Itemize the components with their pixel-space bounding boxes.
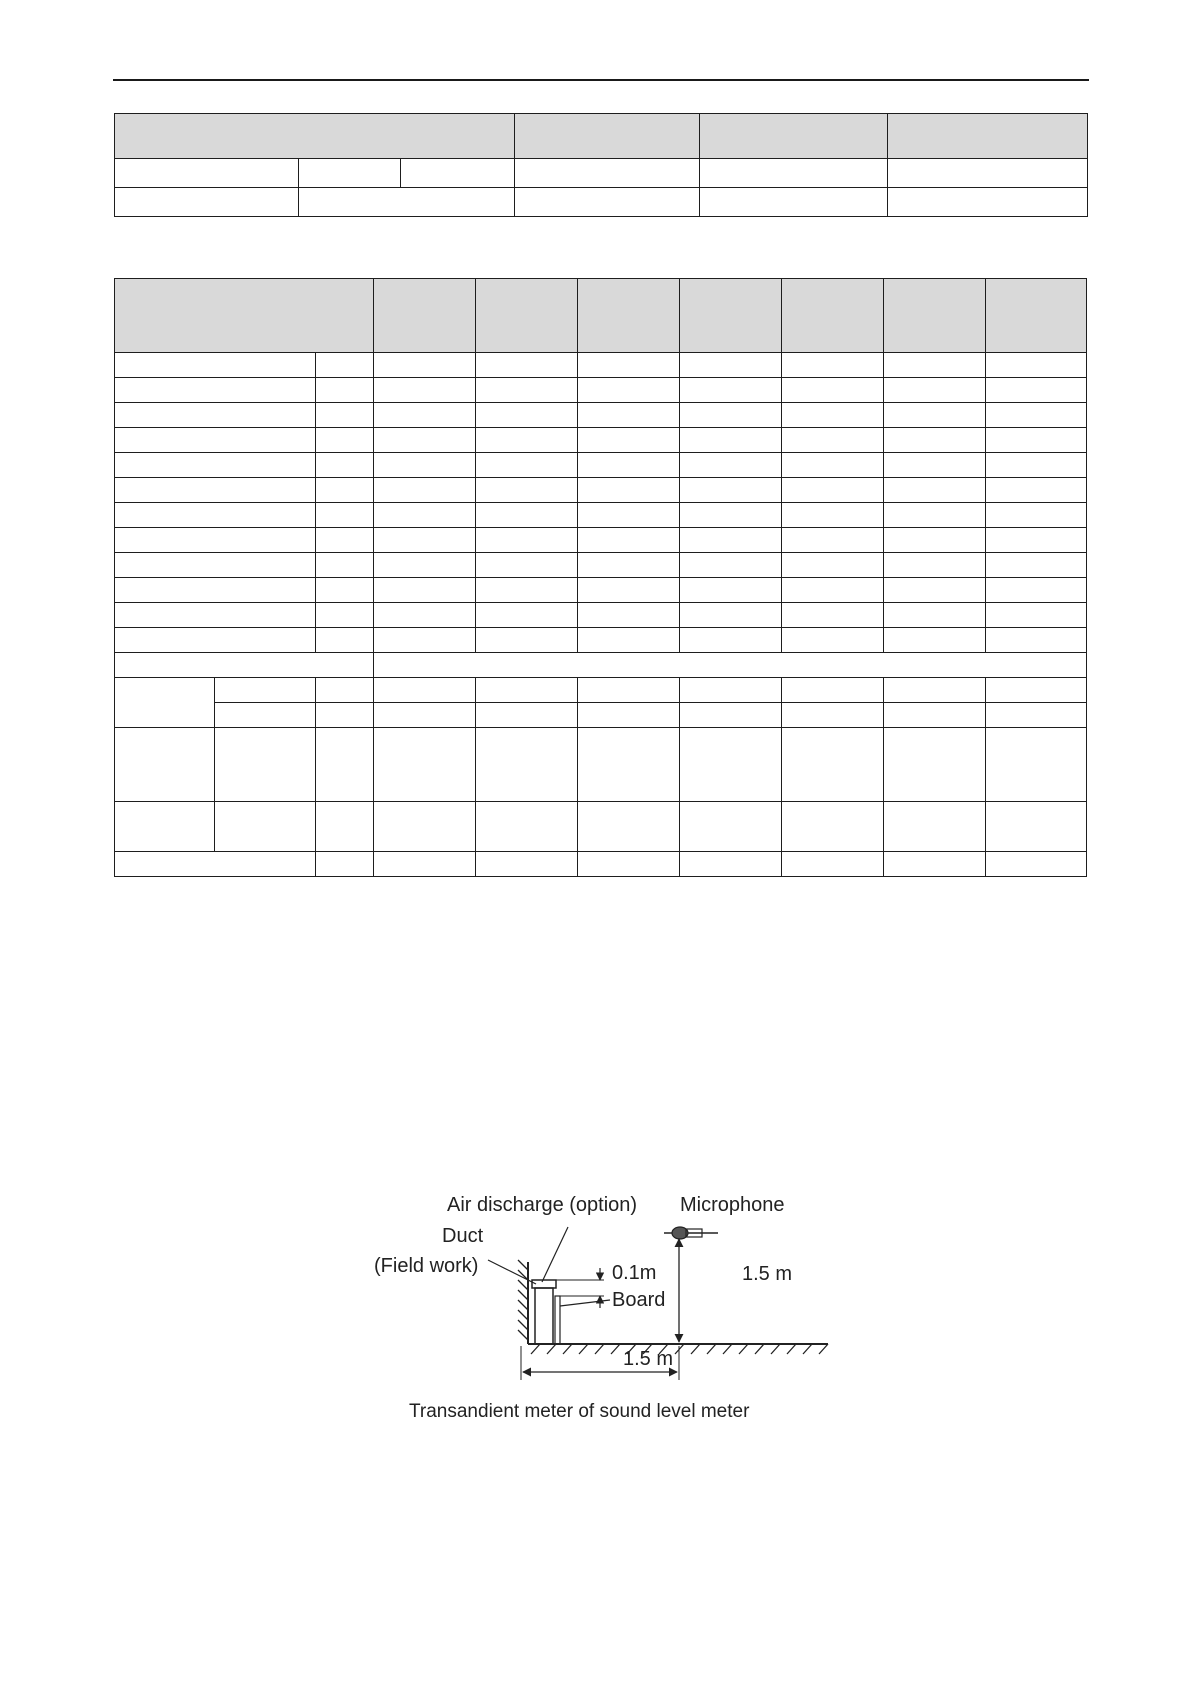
table-cell <box>884 378 986 403</box>
table-cell <box>115 802 215 852</box>
table-cell <box>884 503 986 528</box>
table-cell <box>476 678 578 703</box>
table-cell <box>316 353 374 378</box>
table-cell <box>680 578 782 603</box>
table-cell <box>680 728 782 802</box>
indoor-unit <box>532 1280 560 1344</box>
table-cell <box>884 478 986 503</box>
table-cell <box>782 428 884 453</box>
header-cell <box>578 279 680 353</box>
table-cell <box>782 403 884 428</box>
table-cell <box>986 553 1087 578</box>
header-cell <box>782 279 884 353</box>
table-cell <box>401 159 515 188</box>
table-row <box>115 653 1087 678</box>
table-cell <box>986 628 1087 653</box>
table-cell <box>115 603 316 628</box>
table-cell <box>680 478 782 503</box>
table-cell <box>374 728 476 802</box>
table-cell <box>680 428 782 453</box>
table-cell <box>374 428 476 453</box>
table-row <box>115 428 1087 453</box>
table-cell <box>316 528 374 553</box>
table-cell <box>986 802 1087 852</box>
table-cell <box>476 603 578 628</box>
table-cell <box>374 703 476 728</box>
table-header-row <box>115 114 1088 159</box>
table-cell <box>680 852 782 877</box>
header-cell <box>888 114 1088 159</box>
header-cell <box>374 279 476 353</box>
microphone-icon <box>664 1227 718 1239</box>
table-cell <box>476 578 578 603</box>
table-cell <box>578 378 680 403</box>
air-discharge-label: Air discharge (option) <box>447 1194 638 1216</box>
table-cell <box>888 159 1088 188</box>
distance-label: 1.5 m <box>623 1348 674 1370</box>
table-cell <box>782 528 884 553</box>
table-row <box>115 553 1087 578</box>
table-cell <box>115 852 316 877</box>
table-cell <box>680 802 782 852</box>
table-cell <box>578 578 680 603</box>
table-row <box>115 353 1087 378</box>
table-cell <box>316 503 374 528</box>
table-cell <box>374 378 476 403</box>
table-cell <box>680 503 782 528</box>
table-cell <box>115 503 316 528</box>
table-cell <box>578 678 680 703</box>
table-cell <box>115 553 316 578</box>
table-cell <box>476 728 578 802</box>
table-cell <box>884 353 986 378</box>
table-cell <box>680 453 782 478</box>
table-cell <box>476 428 578 453</box>
table-cell <box>215 802 316 852</box>
microphone-label: Microphone <box>680 1194 785 1216</box>
table-row <box>115 603 1087 628</box>
table-row <box>115 628 1087 653</box>
table-cell <box>215 728 316 802</box>
table-cell <box>782 852 884 877</box>
table-row <box>115 852 1087 877</box>
table-cell <box>115 378 316 403</box>
table-cell <box>578 528 680 553</box>
table-cell <box>374 653 1087 678</box>
table-cell <box>374 553 476 578</box>
table-cell <box>476 553 578 578</box>
table-cell <box>578 628 680 653</box>
table-cell <box>986 728 1087 802</box>
header-cell <box>680 279 782 353</box>
table-row <box>115 802 1087 852</box>
table-cell <box>782 553 884 578</box>
table-cell <box>680 603 782 628</box>
table-cell <box>884 678 986 703</box>
board-leader <box>560 1300 610 1306</box>
table-cell <box>299 188 515 217</box>
table-cell <box>374 802 476 852</box>
table-cell <box>884 603 986 628</box>
table-cell <box>782 678 884 703</box>
table-header-row <box>115 279 1087 353</box>
table-cell <box>374 353 476 378</box>
table-row <box>115 478 1087 503</box>
table-cell <box>578 703 680 728</box>
table-cell <box>986 403 1087 428</box>
header-cell <box>515 114 700 159</box>
table-cell <box>115 728 215 802</box>
header-cell <box>476 279 578 353</box>
table-cell <box>884 703 986 728</box>
figure-caption: Transandient meter of sound level meter <box>409 1401 750 1422</box>
table-cell <box>700 159 888 188</box>
table-cell <box>884 428 986 453</box>
table-cell <box>316 578 374 603</box>
table-cell <box>316 603 374 628</box>
table-cell <box>374 852 476 877</box>
table-cell <box>115 403 316 428</box>
table-cell <box>884 403 986 428</box>
table-cell <box>578 802 680 852</box>
table-cell <box>986 678 1087 703</box>
table-row <box>115 678 1087 703</box>
table-cell <box>476 478 578 503</box>
table-cell <box>115 453 316 478</box>
table-cell <box>986 528 1087 553</box>
wall <box>518 1260 528 1344</box>
table-cell <box>578 353 680 378</box>
table-cell <box>884 578 986 603</box>
table-cell <box>115 578 316 603</box>
table-cell <box>680 528 782 553</box>
table-cell <box>374 478 476 503</box>
field-work-label: (Field work) <box>374 1255 479 1277</box>
table-cell <box>680 553 782 578</box>
table-cell <box>115 528 316 553</box>
table-cell <box>476 403 578 428</box>
table-cell <box>115 159 299 188</box>
table-cell <box>476 503 578 528</box>
table-cell <box>476 453 578 478</box>
table-cell <box>680 353 782 378</box>
board-label: Board <box>612 1289 666 1311</box>
header-rule <box>113 79 1089 81</box>
table-cell <box>578 453 680 478</box>
table-cell <box>578 428 680 453</box>
table-row <box>115 159 1088 188</box>
table-cell <box>374 403 476 428</box>
table-cell <box>215 678 316 703</box>
gap-label: 0.1m <box>612 1262 657 1284</box>
table-cell <box>374 453 476 478</box>
table-cell <box>115 188 299 217</box>
header-cell <box>700 114 888 159</box>
table-cell <box>115 428 316 453</box>
table-cell <box>316 453 374 478</box>
table-cell <box>476 628 578 653</box>
table-cell <box>986 453 1087 478</box>
table-row <box>115 578 1087 603</box>
table-cell <box>115 478 316 503</box>
table-cell <box>316 802 374 852</box>
floor <box>528 1344 828 1354</box>
table-cell <box>986 852 1087 877</box>
header-cell <box>115 114 515 159</box>
table-row <box>115 453 1087 478</box>
table-cell <box>782 603 884 628</box>
table-cell <box>680 378 782 403</box>
table-cell <box>515 188 700 217</box>
table-cell <box>374 628 476 653</box>
table-cell <box>316 628 374 653</box>
table-cell <box>680 703 782 728</box>
table-cell <box>316 428 374 453</box>
table-cell <box>700 188 888 217</box>
table-cell <box>316 378 374 403</box>
table-cell <box>578 852 680 877</box>
table-cell <box>299 159 401 188</box>
table-row <box>115 378 1087 403</box>
table-cell <box>476 802 578 852</box>
table-cell <box>316 678 374 703</box>
table-cell <box>374 528 476 553</box>
table-cell <box>316 703 374 728</box>
table-row <box>115 188 1088 217</box>
table-row <box>115 403 1087 428</box>
table-cell <box>884 802 986 852</box>
table-cell <box>782 728 884 802</box>
table-cell <box>782 378 884 403</box>
table-cell <box>782 478 884 503</box>
table-cell <box>316 478 374 503</box>
table-cell <box>476 852 578 877</box>
table-cell <box>316 403 374 428</box>
table-cell <box>782 503 884 528</box>
table-cell <box>316 852 374 877</box>
table-cell <box>374 503 476 528</box>
table-row <box>115 503 1087 528</box>
table-cell <box>986 428 1087 453</box>
table-cell <box>115 678 215 728</box>
header-cell <box>115 279 374 353</box>
table-cell <box>884 553 986 578</box>
table-cell <box>782 802 884 852</box>
table-row <box>115 728 1087 802</box>
table-cell <box>115 653 374 678</box>
summary-table <box>114 113 1088 217</box>
table-cell <box>476 703 578 728</box>
table-cell <box>986 353 1087 378</box>
table-cell <box>782 353 884 378</box>
table-cell <box>374 603 476 628</box>
table-cell <box>986 478 1087 503</box>
table-cell <box>476 378 578 403</box>
header-cell <box>986 279 1087 353</box>
specification-table <box>114 278 1087 877</box>
table-cell <box>986 603 1087 628</box>
table-cell <box>782 578 884 603</box>
table-cell <box>115 628 316 653</box>
table-cell <box>578 478 680 503</box>
table-cell <box>986 703 1087 728</box>
table-cell <box>578 728 680 802</box>
table-cell <box>515 159 700 188</box>
table-row <box>115 528 1087 553</box>
table-cell <box>680 678 782 703</box>
table-cell <box>986 503 1087 528</box>
table-cell <box>578 503 680 528</box>
table-cell <box>884 728 986 802</box>
height-label: 1.5 m <box>742 1263 793 1285</box>
table-cell <box>578 403 680 428</box>
table-cell <box>986 578 1087 603</box>
table-cell <box>374 578 476 603</box>
table-cell <box>680 628 782 653</box>
table-cell <box>888 188 1088 217</box>
table-cell <box>115 353 316 378</box>
table-cell <box>884 852 986 877</box>
table-cell <box>680 403 782 428</box>
table-cell <box>316 553 374 578</box>
duct-label: Duct <box>442 1225 484 1247</box>
table-cell <box>986 378 1087 403</box>
table-cell <box>476 528 578 553</box>
table-cell <box>884 628 986 653</box>
table-cell <box>316 728 374 802</box>
header-cell <box>884 279 986 353</box>
sound-measurement-diagram <box>370 1180 830 1450</box>
table-cell <box>782 703 884 728</box>
table-cell <box>578 603 680 628</box>
table-cell <box>374 678 476 703</box>
table-cell <box>578 553 680 578</box>
table-row <box>115 703 1087 728</box>
table-cell <box>476 353 578 378</box>
table-cell <box>884 528 986 553</box>
table-cell <box>215 703 316 728</box>
table-cell <box>782 628 884 653</box>
table-cell <box>782 453 884 478</box>
air-discharge-leader <box>542 1227 568 1282</box>
table-cell <box>884 453 986 478</box>
